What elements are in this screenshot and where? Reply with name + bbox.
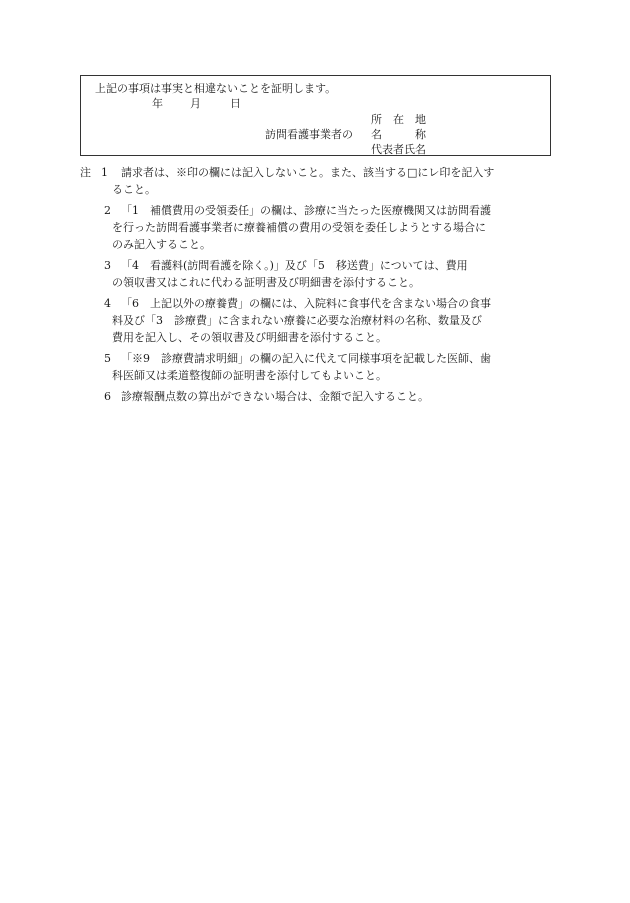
note-text-line: 費用を記入し、その領収書及び明細書を添付すること。: [112, 331, 387, 344]
notes-heading: 注: [80, 166, 91, 179]
note-number: 5: [104, 352, 111, 365]
note-number: 4: [104, 297, 111, 310]
certification-statement: 上記の事項は事実と相違ないことを証明します。: [95, 82, 337, 95]
month-label: 月: [190, 97, 201, 110]
note-number: 3: [104, 259, 111, 272]
note-text-line: 「1 補償費用の受領委任」の欄は、診療に当たった医療機関又は訪問看護: [121, 204, 491, 217]
note-number: 6: [104, 390, 111, 403]
note-text-line: ること。: [112, 183, 156, 196]
day-label: 日: [230, 97, 241, 110]
year-label: 年: [152, 97, 163, 110]
note-text-line: 診療報酬点数の算出ができない場合は、金額で記入すること。: [121, 390, 429, 403]
name-label: 名 称: [371, 128, 426, 141]
address-label: 所 在 地: [371, 113, 426, 126]
note-text-line: 「4 看護料(訪問看護を除く。)」及び「5 移送費」については、費用: [121, 259, 468, 272]
note-text-line: のみ記入すること。: [112, 238, 211, 251]
business-label: 訪問看護事業者の: [265, 128, 353, 141]
representative-label: 代表者氏名: [371, 143, 426, 156]
note-text-line: 「6 上記以外の療養費」の欄には、入院料に食事代を含まない場合の食事: [121, 297, 491, 310]
note-text-line: 料及び「3 診療費」に含まれない療養に必要な治療材料の名称、数量及び: [112, 314, 482, 327]
note-text-line: 請求者は、※印の欄には記入しないこと。また、該当する□にレ印を記入す: [121, 166, 495, 179]
note-text-line: を行った訪問看護事業者に療養補償の費用の受領を委任しようとする場合に: [112, 221, 486, 234]
note-number: 1: [101, 166, 108, 179]
note-text-line: 「※9 診療費請求明細」の欄の記入に代えて同様事項を記載した医師、歯: [121, 352, 491, 365]
note-number: 2: [104, 204, 111, 217]
note-text-line: の領収書又はこれに代わる証明書及び明細書を添付すること。: [112, 276, 420, 289]
note-text-line: 科医師又は柔道整復師の証明書を添付してもよいこと。: [112, 369, 387, 382]
